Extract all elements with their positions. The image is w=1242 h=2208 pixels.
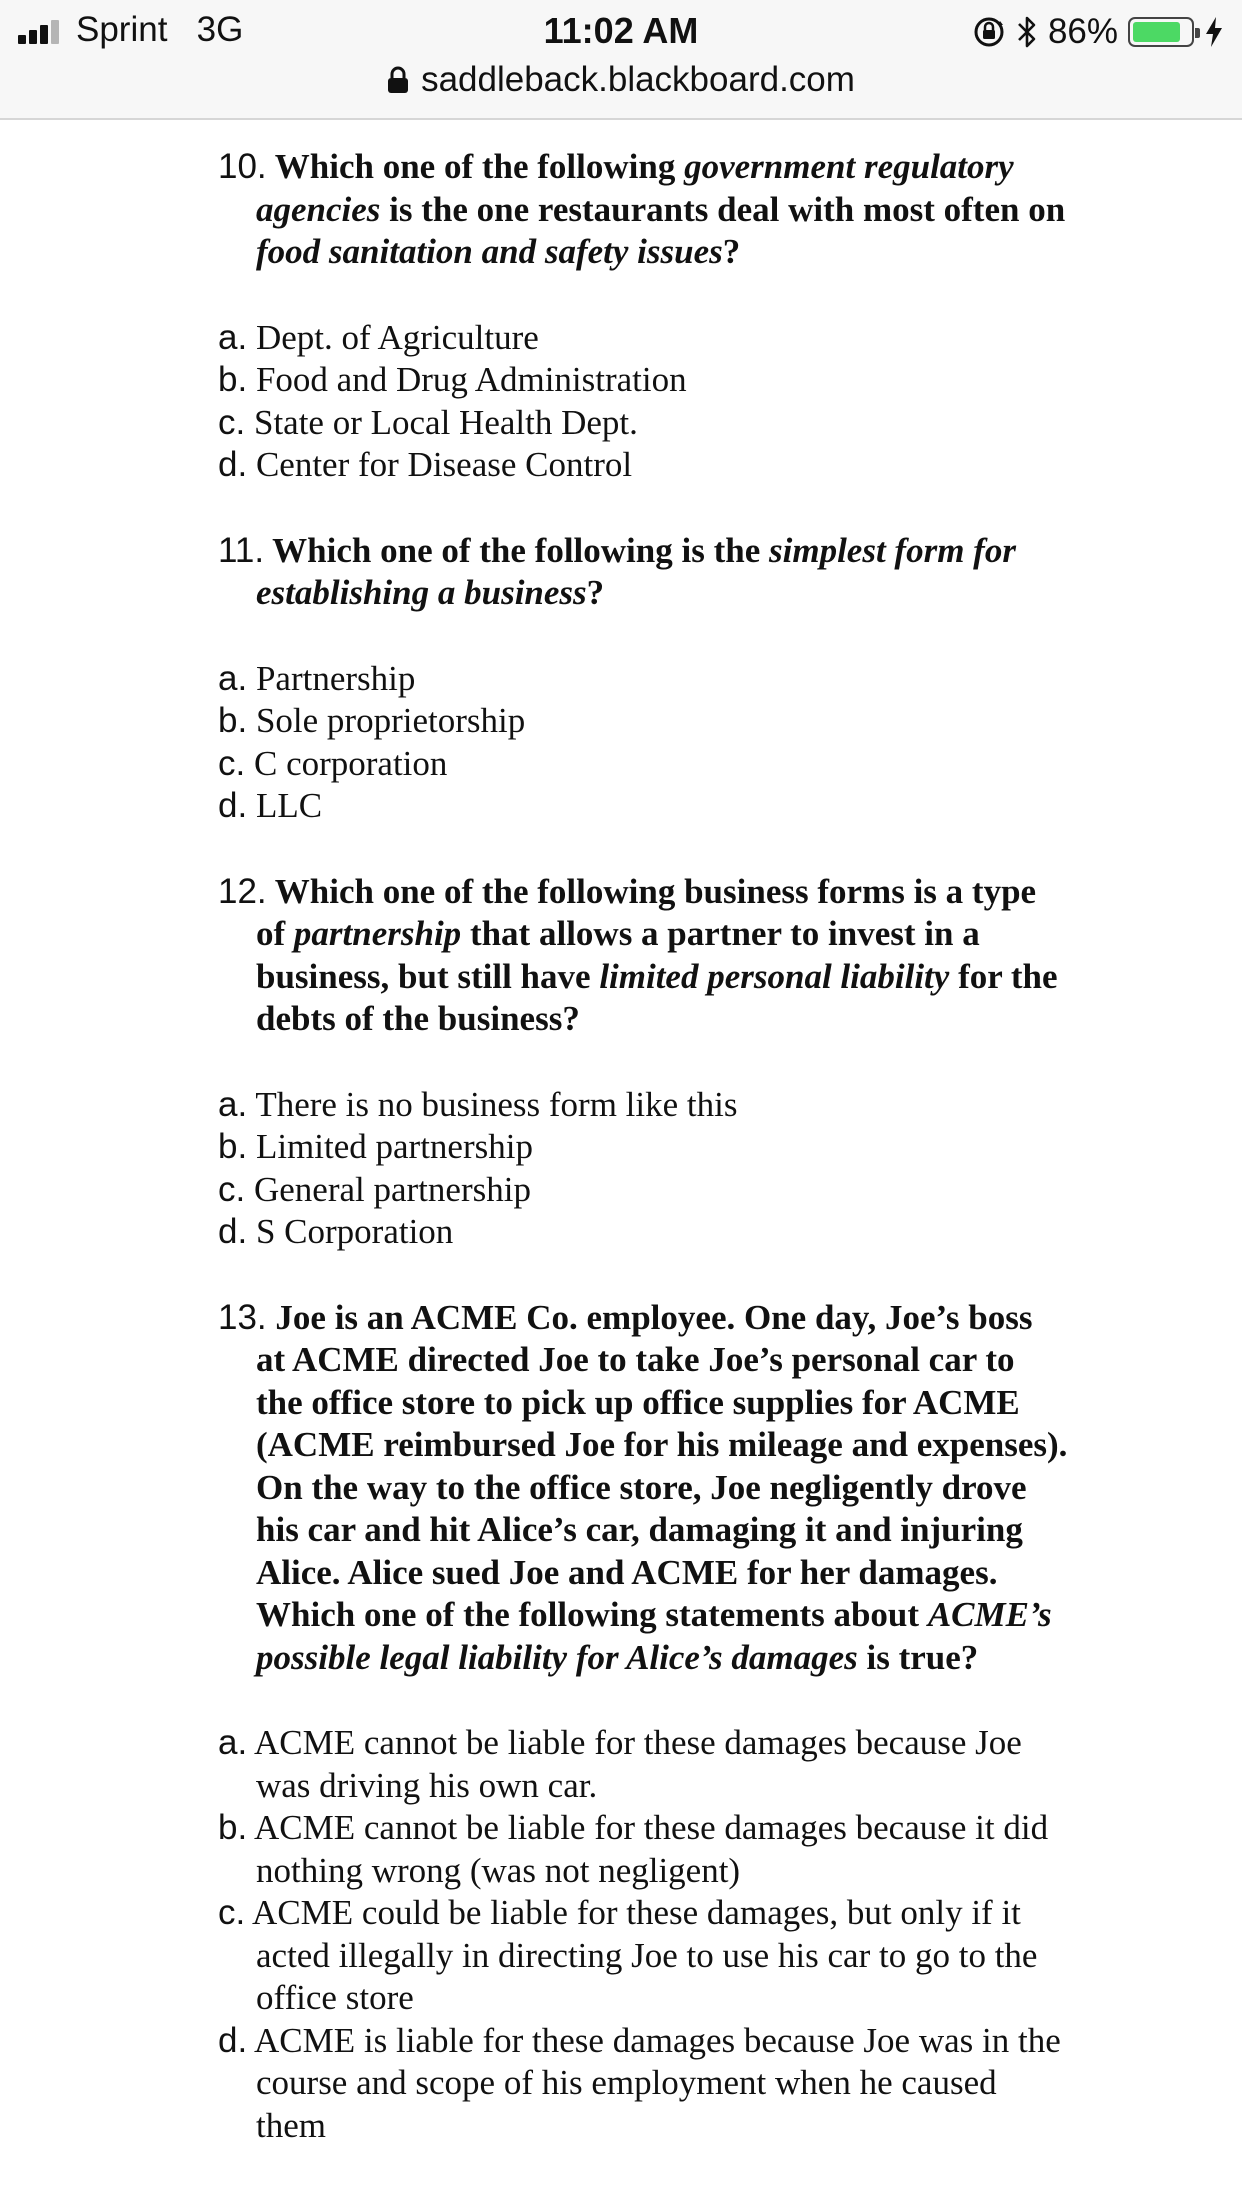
answer-option (218, 658, 1068, 701)
padlock-icon (387, 66, 409, 94)
question-segment: that allows a partner to invest in a business, but still have (256, 914, 980, 996)
option-text: Food and Drug Administration (247, 360, 687, 399)
charging-icon (1204, 16, 1224, 48)
question-block (218, 146, 1068, 487)
option-text: Limited partnership (247, 1127, 533, 1166)
question-emphasis: food sanitation and safety issues (256, 232, 723, 271)
option-letter: d. (218, 445, 248, 484)
question-emphasis: partnership (293, 914, 462, 953)
bluetooth-icon (1016, 15, 1038, 49)
question-segment: Which one of the following (266, 147, 685, 186)
option-letter: b. (218, 1127, 248, 1166)
option-text: Partnership (247, 658, 416, 698)
option-text: ACME cannot be liable for these damages because it did nothing wrong (was not negligent) (247, 1808, 1049, 1890)
option-text: State or Local Health Dept. (245, 402, 638, 442)
clock: 11:02 AM (543, 10, 699, 51)
question-text (218, 871, 1068, 1041)
question-segment: is the one restaurants deal with most often on (380, 189, 1066, 229)
question-emphasis: simplest form for establishing a business (256, 530, 1016, 612)
answer-option (218, 444, 1068, 487)
question-segment: ? (722, 232, 741, 271)
option-text: ACME could be liable for these damages, but only if it acted illegally in directing Joe to use his car to go to the office store (245, 1893, 1038, 2017)
answer-options (218, 1084, 1068, 1254)
answer-option (218, 1169, 1068, 1212)
battery-icon (1128, 17, 1194, 47)
question-number: 11. (218, 530, 265, 570)
carrier-label: Sprint 3G (76, 10, 244, 49)
option-letter: c. (218, 743, 246, 783)
question-emphasis: ACME’s possible legal liability for Alice’s damages (256, 1595, 1052, 1677)
question-block (218, 530, 1068, 828)
option-letter: d. (218, 1212, 248, 1251)
network-type: 3G (196, 10, 244, 49)
option-text: General partnership (245, 1169, 531, 1209)
option-letter: d. (218, 786, 248, 825)
answer-options (218, 1722, 1068, 2147)
option-text: ACME cannot be liable for these damages because Joe was driving his own car. (247, 1723, 1022, 1805)
question-spacer (218, 1254, 1068, 1297)
question-text (218, 1297, 1068, 1680)
status-bar (0, 0, 1242, 62)
answer-option (218, 1722, 1068, 1807)
option-text: ACME is liable for these damages because Joe was in the course and scope of his employment when he caused them (247, 2020, 1061, 2145)
option-text: There is no business form like this (247, 1084, 738, 1124)
answer-options (218, 317, 1068, 487)
option-text: LLC (247, 786, 323, 825)
status-right-group (972, 10, 1224, 54)
question-segment: Which one of the following business forms is a type of (256, 871, 1037, 953)
answer-option (218, 785, 1068, 828)
question-segment: Which one of the following is the (264, 530, 769, 570)
option-text: Sole proprietorship (247, 701, 526, 740)
question-segment: ? (586, 573, 605, 612)
option-text: C corporation (245, 743, 448, 783)
url-text[interactable]: saddleback.blackboard.com (421, 60, 855, 99)
question-emphasis: government regulatory agencies (256, 147, 1014, 229)
option-text: Center for Disease Control (247, 445, 633, 484)
question-segment: is true? (857, 1637, 979, 1677)
option-letter: c. (218, 1893, 246, 1932)
option-letter: b. (218, 701, 248, 740)
answer-option (218, 2020, 1068, 2148)
option-letter: a. (218, 1084, 248, 1124)
option-letter: b. (218, 1808, 248, 1847)
answer-option (218, 317, 1068, 360)
battery-fill (1133, 22, 1180, 42)
option-letter: a. (218, 1723, 248, 1762)
option-text: Dept. of Agriculture (247, 317, 539, 357)
option-letter: c. (218, 1169, 246, 1209)
question-number: 12. (218, 871, 267, 911)
option-letter: b. (218, 360, 248, 399)
option-letter: d. (218, 2020, 248, 2060)
battery-percent: 86% (1047, 12, 1118, 51)
answer-option (218, 1807, 1068, 1892)
answer-option (218, 1084, 1068, 1127)
answer-option (218, 1892, 1068, 2020)
question-block (218, 871, 1068, 1254)
browser-top-bar (0, 0, 1242, 120)
answer-option (218, 402, 1068, 445)
answer-option (218, 700, 1068, 743)
question-text (218, 146, 1068, 274)
option-text: S Corporation (247, 1212, 454, 1251)
question-spacer (218, 487, 1068, 530)
question-segment: for the debts of the business? (256, 956, 1058, 1038)
answer-option (218, 1126, 1068, 1169)
question-number: 13. (218, 1297, 267, 1337)
option-letter: a. (218, 317, 248, 357)
option-letter: c. (218, 402, 246, 442)
question-emphasis: limited personal liability (599, 956, 950, 996)
answer-option (218, 1211, 1068, 1254)
question-segment: Joe is an ACME Co. employee. One day, Joe’s boss at ACME directed Joe to take Joe’s personal car to the office store to pick up office supplies for ACME (ACME reimbursed Joe for his mileage and expenses). On the way to the office store, Joe negligently drove his car and hit Alice’s car, damaging it and injuring Alice. Alice sued Joe and ACME for her damages. Which one of the following statements about (256, 1297, 1068, 1634)
rotation-lock-icon (972, 15, 1006, 49)
address-bar[interactable] (0, 56, 1242, 104)
answer-option (218, 743, 1068, 786)
question-text (218, 530, 1068, 615)
answer-options (218, 658, 1068, 828)
quiz-content (218, 146, 1068, 2147)
option-letter: a. (218, 658, 248, 698)
answer-option (218, 359, 1068, 402)
question-number: 10. (218, 147, 267, 186)
question-spacer (218, 828, 1068, 871)
question-block (218, 1297, 1068, 2148)
